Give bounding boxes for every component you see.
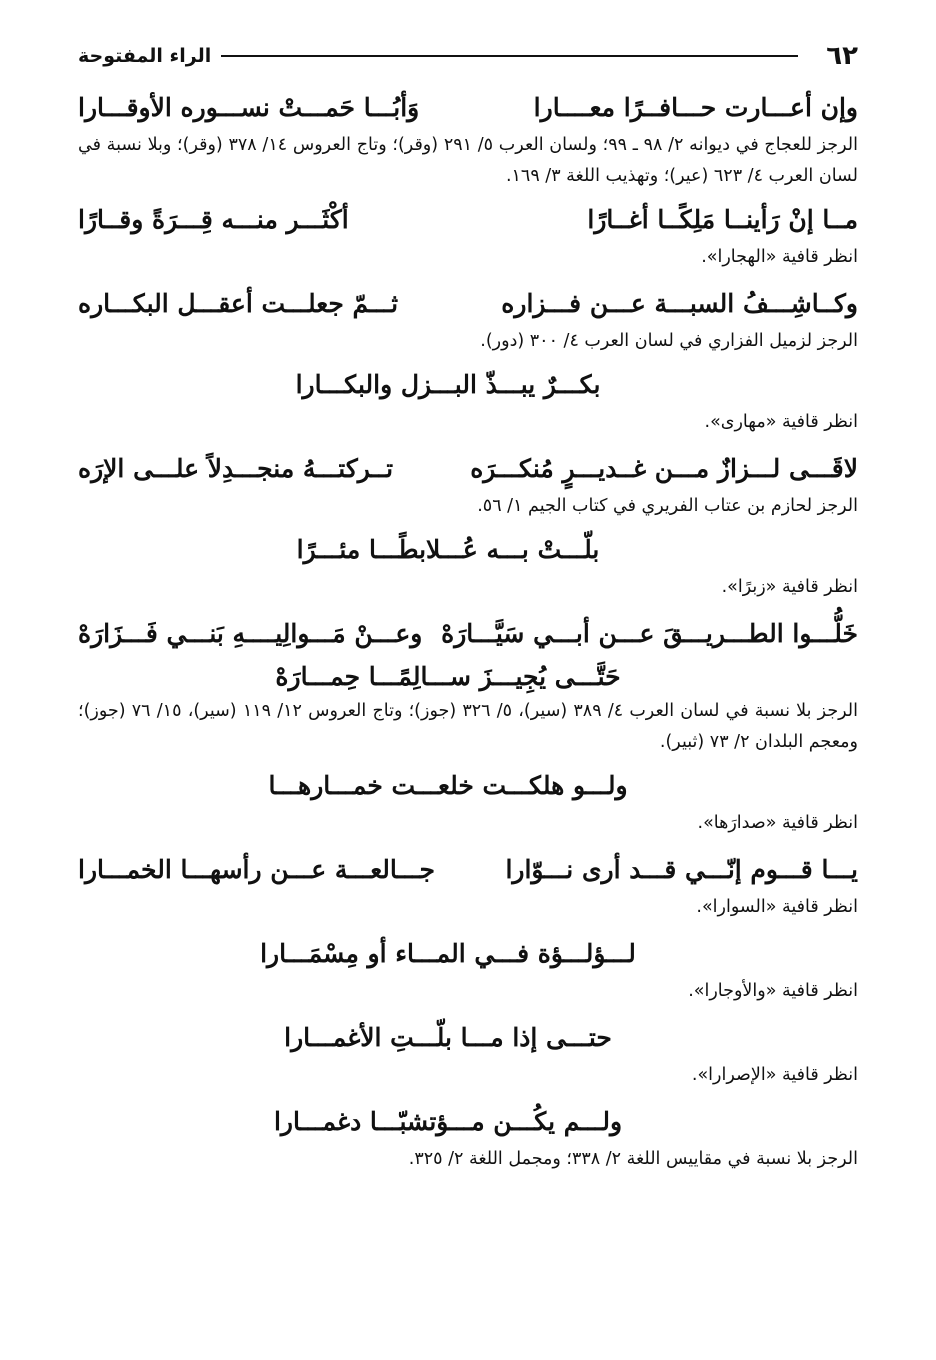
verse-line (78, 361, 858, 407)
verse-first-hemistich: وكــاشِـــفُ السبـــة عـــن فـــزاره (501, 288, 858, 318)
verse-line (78, 1098, 858, 1144)
verse-first-hemistich: مــا إنْ رَأينــا مَلِكًــا أغــارًا (587, 204, 858, 234)
cross-reference: انظر قافية «الهجارا». (701, 247, 858, 267)
verse-single-hemistich: ولـــم يكُـــن مـــؤتشبّـــا دغمـــارا (273, 1106, 623, 1136)
verse-line (78, 445, 858, 491)
verse-line (78, 84, 858, 130)
verse-single-hemistich: بلّـــتْ بـــه عُـــلابطًـــا مئـــرًا (296, 534, 600, 564)
verse-first-hemistich: خَلُّـــوا الطـــريـــقَ عـــن أبـــي سَيَّـــارَهْ (441, 618, 858, 648)
verse-single-hemistich: ولـــو هلكـــت خلعـــت خمـــارهـــا (268, 770, 628, 800)
verse-second-hemistich: ثـــمّ جعلـــت أعقـــل البكـــاره (78, 288, 399, 318)
verse-first-hemistich: لاقَـــى لـــزازٌ مـــن غــديـــرٍ مُنكـــرَه (470, 453, 858, 483)
page-header (78, 36, 858, 76)
verse-single-hemistich: حَتَّـــى يُجِيـــزَ ســـالِمًـــا حِمـــارَهْ (275, 661, 621, 691)
verse-second-hemistich: جـــالعـــة عـــن رأسهـــا الخمـــارا (78, 854, 435, 884)
verse-second-hemistich: وعـــنْ مَـــوالِيــــهِ بَنـــي فَـــزَارَهْ (78, 618, 423, 648)
verse-line (78, 846, 858, 892)
cross-reference: انظر قافية «الإصرارا». (691, 1065, 858, 1085)
verse-second-hemistich: وَأبُـــا حَمـــتْ نســـوره الأوقـــارا (78, 92, 420, 122)
citation: الرجز لحازم بن عتاب الفريري في كتاب الجيم ١/ ٥٦. (477, 496, 858, 516)
citation: الرجز لزميل الفزاري في لسان العرب ٤/ ٣٠٠ (دور). (480, 331, 858, 351)
verse-line (78, 196, 858, 242)
verse-single-hemistich: لـــؤلـــؤة فـــي المـــاء أو مِسْمَـــارا (260, 938, 636, 968)
verse-line (78, 762, 858, 808)
cross-reference: انظر قافية «والأوجارا». (688, 981, 858, 1001)
verse-line (78, 280, 858, 326)
cross-reference: انظر قافية «صدارَها». (697, 813, 858, 833)
page-number: ٦٢ (826, 41, 858, 71)
verse-line (78, 930, 858, 976)
cross-reference: انظر قافية «زبرًا». (721, 577, 858, 597)
verse-single-hemistich: بكـــرٌ يبـــذّ البـــزل والبكـــارا (295, 369, 601, 399)
citation: الرجز للعجاج في ديوانه ٢/ ٩٨ ـ ٩٩؛ ولسان العرب ٥/ ٢٩١ (وقر)؛ وتاج العروس ١٤/ ٣٧٨ (وقر)؛ وبلا نسبة في لسان العرب ٤/ ٦٢٣ (عير)؛ وتهذيب اللغة ٣/ ١٦٩. (78, 135, 858, 186)
citation: الرجز بلا نسبة في لسان العرب ٤/ ٣٨٩ (سير)، ٥/ ٣٢٦ (جوز)؛ وتاج العروس ١٢/ ١١٩ (سير)، ١٥/ ٧٦ (جوز)؛ ومعجم البلدان ٢/ ٧٣ (ثبير). (78, 701, 858, 752)
cross-reference: انظر قافية «مهارى». (704, 412, 858, 432)
verse-second-hemistich: أكْثَـــر منـــه قِـــرَةً وقــارًا (78, 204, 349, 234)
page-content (78, 84, 858, 1320)
cross-reference: انظر قافية «السوارا». (696, 897, 858, 917)
verse-first-hemistich: يـــا قـــوم إنّـــي قـــد أرى نـــوّارا (505, 854, 858, 884)
verse-second-hemistich: تــركتـــهُ منجـــدِلاً علـــى الإرَه (78, 453, 394, 483)
verse-single-hemistich: حتـــى إذا مـــا بلّـــتِ الأغمـــارا (284, 1022, 612, 1052)
verse-line (78, 610, 858, 656)
header-rule (221, 55, 798, 57)
verse-line (78, 526, 858, 572)
verse-first-hemistich: وإن أعـــارت حـــافــرًا معــــارا (533, 92, 858, 122)
verse-line (78, 1014, 858, 1060)
verse-line (78, 656, 858, 696)
citation: الرجز بلا نسبة في مقاييس اللغة ٢/ ٣٣٨؛ ومجمل اللغة ٢/ ٣٢٥. (408, 1149, 858, 1169)
chapter-title: الراء المفتوحة (78, 45, 212, 67)
